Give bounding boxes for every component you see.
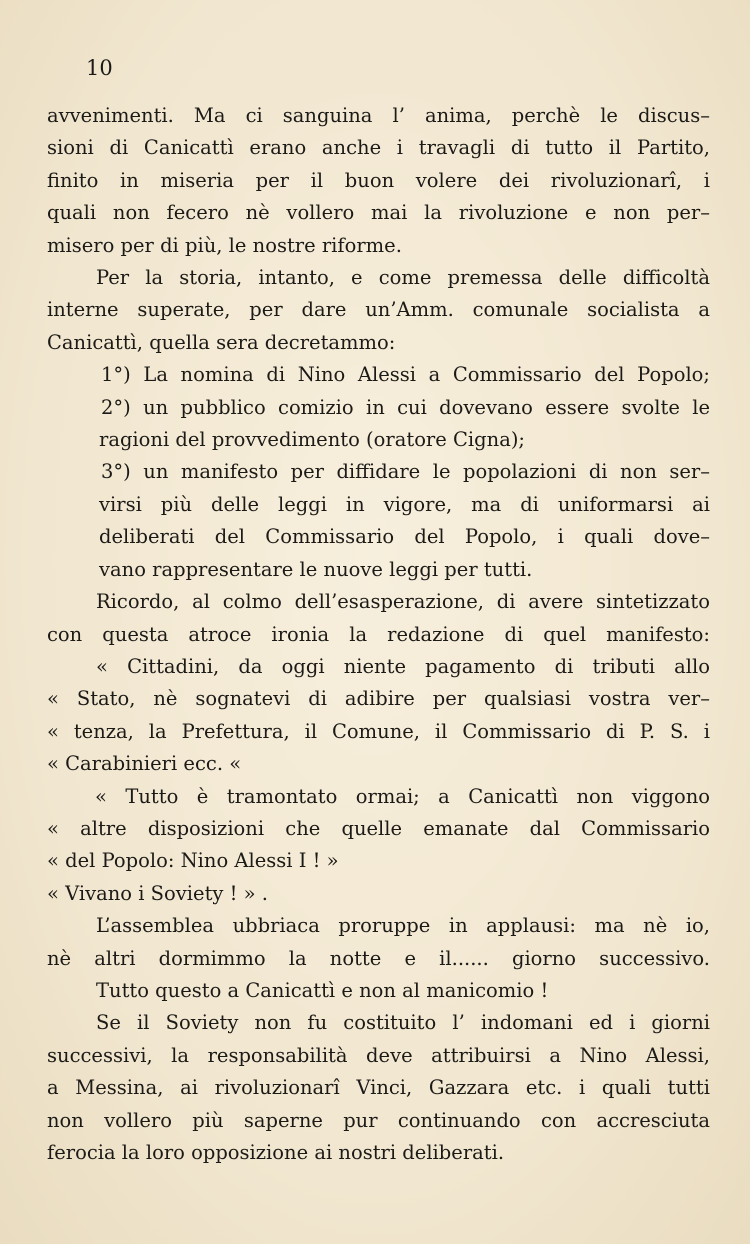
text-line: nè altri dormimmo la notte e il...... giorno successivo.	[47, 946, 710, 970]
quote-line: « Carabinieri ecc. «	[47, 752, 242, 776]
text-line: misero per di più, le nostre riforme.	[47, 233, 402, 257]
text-line: non vollero più saperne pur continuando con accresciuta	[47, 1108, 710, 1132]
text-line: sioni di Canicattì erano anche i travagli di tutto il Partito,	[47, 136, 710, 160]
text-line: avvenimenti. Ma ci sanguina l’ anima, perchè le discus–	[47, 104, 710, 127]
text-line: Ricordo, al colmo dell’esasperazione, di avere sintetizzato	[96, 590, 710, 614]
text-line: deliberati del Commissario del Popolo, i quali dove–	[99, 525, 710, 549]
text-line: vano rappresentare le nuove leggi per tutti.	[99, 557, 533, 581]
text-line: virsi più delle leggi in vigore, ma di uniformarsi ai	[99, 492, 710, 516]
list-item-2: 2°) un pubblico comizio in cui dovevano essere svolte le	[101, 395, 710, 419]
list-item-3: 3°) un manifesto per diffidare le popolazioni di non ser–	[101, 460, 710, 484]
text-line: ferocia la loro opposizione ai nostri deliberati.	[47, 1141, 505, 1164]
text-line: ragioni del provvedimento (oratore Cigna);	[99, 428, 525, 452]
quote-line: « Stato, nè sognatevi di adibire per qualsiasi vostra ver–	[47, 687, 710, 711]
text-line: Tutto questo a Canicattì e non al manicomio !	[96, 978, 549, 1002]
body-text	[47, 100, 710, 1169]
quote-line: « del Popolo: Nino Alessi I ! »	[47, 849, 339, 873]
text-line: Se il Soviety non fu costituito l’ indomani ed i giorni	[96, 1011, 710, 1035]
quote-line: « tenza, la Prefettura, il Comune, il Commissario di P. S. i	[47, 719, 710, 743]
quote-line: « Cittadini, da oggi niente pagamento di tributi allo	[96, 654, 710, 678]
text-line: con questa atroce ironia la redazione di quel manifesto:	[47, 622, 710, 646]
text-line: Per la storia, intanto, e come premessa delle difficoltà	[96, 266, 710, 290]
quote-line: « Vivano i Soviety ! » .	[47, 881, 268, 905]
quote-line: « Tutto è tramontato ormai; a Canicattì non viggono	[95, 784, 710, 808]
text-line: quali non fecero nè vollero mai la rivoluzione e non per–	[47, 201, 710, 225]
text-line: successivi, la responsabilità deve attribuirsi a Nino Alessi,	[47, 1043, 710, 1067]
text-line: a Messina, ai rivoluzionarî Vinci, Gazzara etc. i quali tutti	[47, 1076, 710, 1100]
list-item-1: 1°) La nomina di Nino Alessi a Commissario del Popolo;	[101, 363, 710, 387]
text-line: Canicattì, quella sera decretammo:	[47, 330, 396, 354]
quote-line: « altre disposizioni che quelle emanate dal Commissario	[47, 816, 710, 840]
text-line: interne superate, per dare un’Amm. comunale socialista a	[47, 298, 710, 322]
text-line: L’assemblea ubbriaca proruppe in applausi: ma nè io,	[96, 914, 710, 938]
page-number: 10	[86, 56, 113, 80]
text-line: finito in miseria per il buon volere dei rivoluzionarî, i	[47, 168, 710, 192]
